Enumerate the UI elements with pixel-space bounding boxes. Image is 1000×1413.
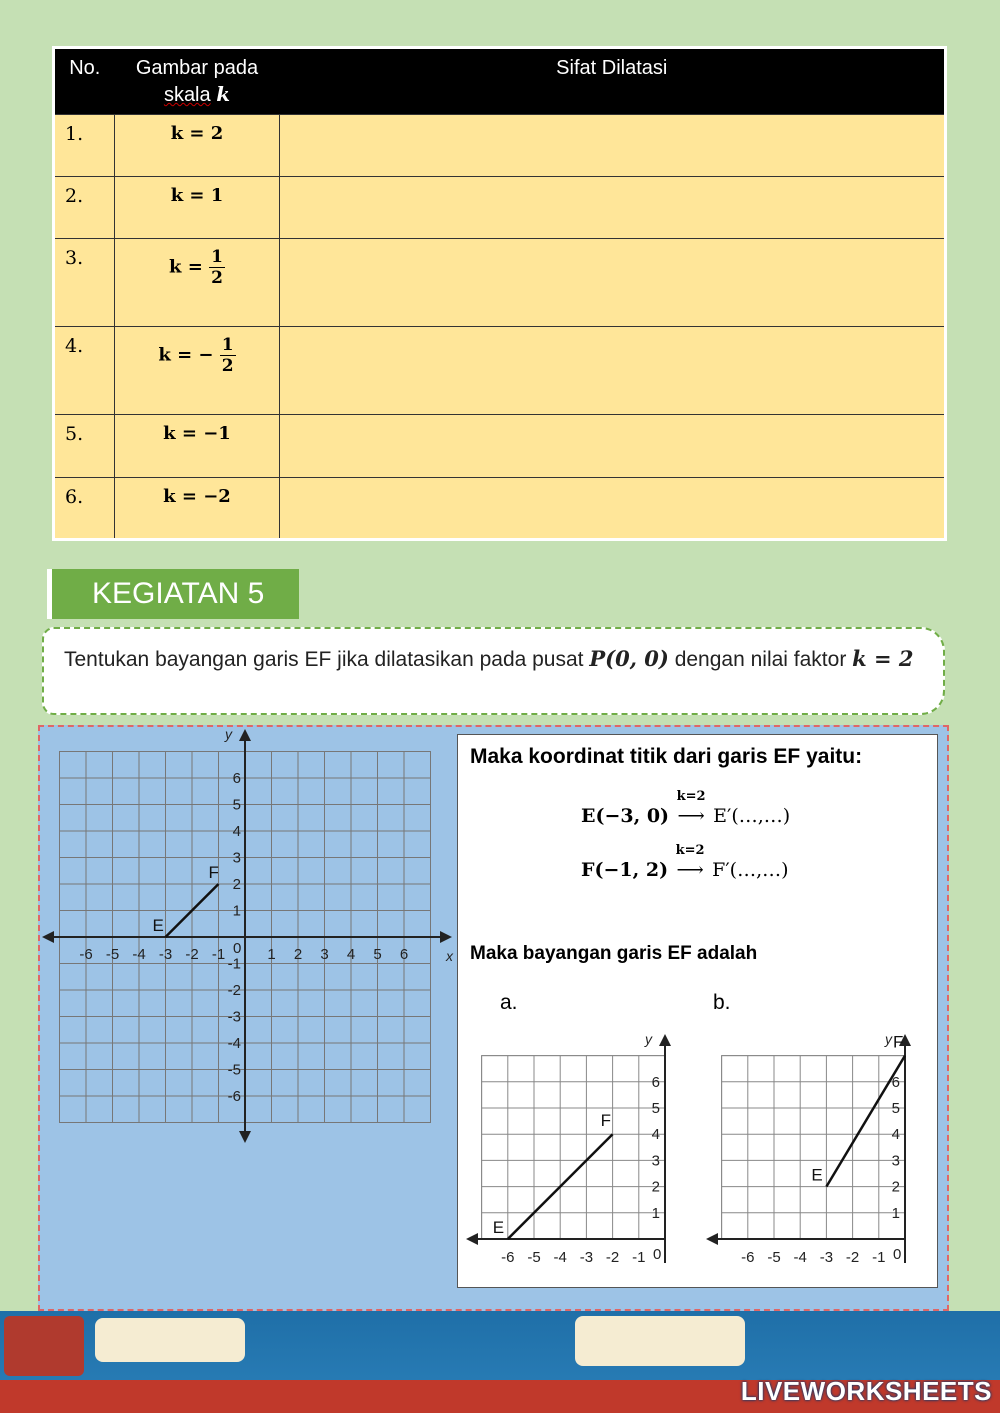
books-icon [4,1316,84,1376]
x-tick-label: -3 [158,946,173,963]
option-a-y-axis-label: y [645,1031,652,1047]
option-b-y-tick-label: 2 [891,1178,900,1196]
table-row [54,239,946,327]
arrow-icon: k=2 ⟶ [676,789,706,827]
y-tick-label: -5 [227,1061,241,1079]
option-b-point-e-label: E [811,1165,823,1185]
y-tick-label: -2 [227,982,241,999]
table-row [54,177,946,239]
row-number: 3. [54,239,115,327]
row-number: 6. [54,478,115,540]
section-title: KEGIATAN 5 [47,569,299,619]
instruction-point: P(0, 0) [589,646,669,671]
x-tick-label: 5 [373,946,382,963]
point-e-label: E [152,916,164,935]
x-tick-label: 6 [399,946,409,963]
option-b-label[interactable]: b. [713,991,731,1014]
option-b-grid-background [722,1056,905,1239]
y-axis-label: y [225,726,232,742]
sifat-answer-cell[interactable] [280,177,946,239]
k-fraction [209,247,225,288]
option-a-y-tick-label: 4 [651,1126,660,1144]
header-gambar [115,48,280,115]
header-skala: skala [163,84,211,106]
option-b-x-tick-label: -3 [819,1249,834,1266]
header-sifat: Sifat Dilatasi [280,48,946,115]
open-book-icon [575,1316,745,1366]
header-gambar-line1: Gambar pada [135,57,259,79]
y-tick-label: 4 [232,823,241,840]
sifat-answer-cell[interactable] [280,115,946,177]
y-tick-label: 5 [232,796,241,814]
fraction-denominator: 2 [221,356,234,376]
eq-e-left: E(−3, 0) [581,805,670,827]
option-a-x-tick-label: -6 [501,1249,515,1266]
y-tick-label: 6 [232,770,241,787]
x-axis-label: x [446,948,453,964]
fraction-denominator: 2 [211,268,223,288]
x-tick-label: 3 [320,946,329,963]
dilatation-table [52,46,947,541]
option-a-y-axis-arrow-icon [659,1034,671,1046]
row-number: 2. [54,177,115,239]
option-b-point-f-label: F [893,1032,904,1052]
y-tick-label: 1 [232,902,241,920]
option-b-x-tick-label: -6 [741,1249,755,1266]
row-k-value [115,239,280,327]
k-prefix: k = − [158,344,214,366]
option-a-x-tick-label: -1 [632,1249,646,1266]
fraction-numerator: 1 [211,247,223,267]
option-a-y-tick-label: 1 [651,1204,660,1222]
eq-f-left: F(−1, 2) [581,859,669,881]
x-tick-label: -4 [132,946,146,963]
row-k-value: k = 1 [115,177,280,239]
option-a-x-tick-label: -5 [527,1249,541,1266]
equation-e [581,789,791,827]
option-b-x-tick-label: -5 [767,1249,781,1266]
option-a-y-tick-label: 3 [651,1152,660,1170]
y-tick-label: 2 [232,876,241,893]
instruction-text-1: Tentukan bayangan garis EF jika dilatasikan pada pusat [64,648,590,671]
sifat-answer-cell[interactable] [280,239,946,327]
y-axis-arrow-icon [239,1131,251,1143]
option-a-x-tick-label: -2 [605,1249,620,1266]
option-b-y-tick-label: 4 [891,1126,900,1144]
y-tick-label: -1 [227,955,241,973]
answer-subtitle: Maka bayangan garis EF adalah [470,943,758,964]
fraction-numerator: 1 [221,335,234,355]
point-f-label: F [208,863,219,882]
header-k: k [216,82,231,106]
x-tick-label: 1 [267,946,276,963]
row-number: 5. [54,415,115,478]
row-number: 1. [54,115,115,177]
y-tick-label: 3 [232,849,241,867]
header-no: No. [54,48,115,115]
table-row [54,415,946,478]
x-tick-label: -6 [79,946,93,963]
row-k-value [115,327,280,415]
instruction-box [42,627,945,715]
table-row [54,327,946,415]
option-a-x-axis-arrow-icon [466,1233,478,1245]
option-b-origin-label: 0 [893,1246,902,1263]
option-a-point-f-label: F [600,1111,611,1131]
y-tick-label: -3 [227,1008,241,1026]
sifat-answer-cell[interactable] [280,415,946,478]
option-a-label[interactable]: a. [500,991,518,1014]
open-book-icon [95,1318,245,1362]
option-a-y-tick-label: 6 [651,1073,660,1091]
y-tick-label: -4 [227,1035,241,1052]
option-b-x-tick-label: -1 [872,1249,886,1266]
option-a-origin-label: 0 [653,1246,662,1263]
option-b-x-axis-arrow-icon [706,1233,718,1245]
option-b-x-tick-label: -2 [845,1249,860,1266]
y-axis-arrow-icon [239,729,251,741]
row-k-value: k = −2 [115,478,280,540]
option-b-y-tick-label: 5 [891,1100,900,1117]
table-row [54,115,946,177]
x-axis-arrow-icon [440,931,452,943]
option-b-y-tick-label: 6 [891,1073,900,1091]
brand-logo: LIVEWORKSHEETS [740,1376,992,1406]
option-b-x-tick-label: -4 [793,1249,807,1266]
origin-label: 0 [233,940,242,957]
arrow-label: k=2 [675,843,705,858]
row-k-value: k = −1 [115,415,280,478]
k-prefix: k = [169,256,210,278]
table-header-row [54,48,946,115]
option-a-x-tick-label: -4 [553,1249,567,1266]
option-b-graph[interactable] [700,1028,930,1273]
row-number: 4. [54,327,115,415]
option-a-graph[interactable] [460,1028,690,1273]
main-coordinate-graph [38,725,458,1150]
option-a-grid-background [482,1056,665,1239]
x-tick-label: -1 [211,946,226,963]
option-b-y-tick-label: 3 [891,1152,900,1170]
x-tick-label: -2 [185,946,199,963]
x-tick-label: 2 [293,946,303,963]
option-a-y-tick-label: 2 [651,1178,660,1196]
table-row [54,478,946,540]
answer-title: Maka koordinat titik dari garis EF yaitu: [470,745,863,768]
x-tick-label: 4 [346,946,356,963]
eq-e-right[interactable]: E′(…,…) [713,805,791,827]
instruction-text-2: dengan nilai faktor [668,648,853,671]
x-tick-label: -5 [105,946,120,963]
y-tick-label: -6 [227,1088,241,1105]
eq-f-right[interactable]: F′(…,…) [712,859,789,881]
sifat-answer-cell[interactable] [280,478,946,540]
sifat-answer-cell[interactable] [280,327,946,415]
option-a-point-e-label: E [492,1218,505,1237]
instruction-factor: k = 2 [852,646,914,671]
row-k-value: k = 2 [115,115,280,177]
option-a-y-tick-label: 5 [651,1100,660,1117]
option-b-y-axis-label: y [885,1031,892,1047]
equation-f [581,843,789,881]
k-fraction [220,335,236,376]
x-axis-arrow-icon [42,931,54,943]
arrow-label: k=2 [676,789,706,804]
option-b-y-tick-label: 1 [891,1204,900,1222]
arrow-icon: k=2 ⟶ [675,843,705,881]
option-a-x-tick-label: -3 [579,1249,594,1266]
